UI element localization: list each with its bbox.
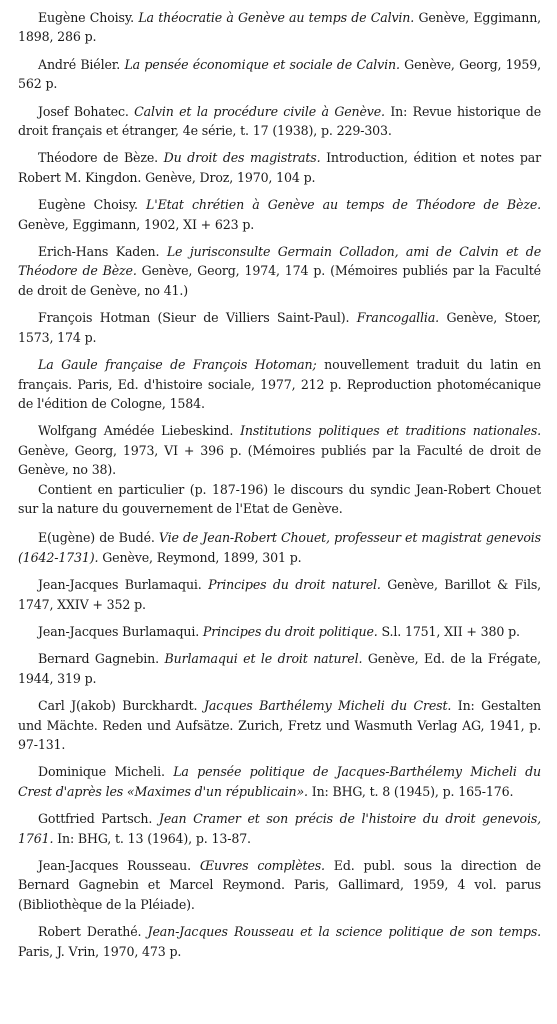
entry-details: In: BHG, t. 13 (1964), p. 13-87. — [57, 830, 251, 846]
entry-title: Principes du droit naturel. — [208, 577, 381, 593]
entry-author: Eugène Choisy. — [38, 10, 135, 25]
entry-author: Robert Derathé. — [38, 924, 142, 940]
bibliography-entry-15 — [18, 762, 541, 801]
bibliography-entry-5 — [18, 195, 541, 234]
entry-details: Introduction, édition et notes par Robert M. Kingdon. Genève, Droz, 1970, 104 p. — [18, 150, 541, 185]
entry-details: Genève, Eggimann, 1902, XI + 623 p. — [18, 216, 255, 232]
bibliography-entry-6 — [18, 242, 541, 300]
bibliography-entry-11 — [18, 575, 541, 614]
entry-title: La pensée économique et sociale de Calvin. — [124, 56, 400, 72]
entry-details: Genève, Eggimann, 1898, 286 p. — [18, 10, 542, 45]
entry-author: Jean-Jacques Burlamaqui. — [38, 623, 200, 639]
entry-title: Francogallia. — [356, 310, 440, 326]
entry-author: Jean-Jacques Burlamaqui. — [38, 577, 202, 593]
entry-author: Gottfried Partsch. — [38, 811, 153, 827]
entry-author: Carl J(akob) Burckhardt. — [38, 698, 198, 714]
entry-author: E(ugène) de Budé. — [38, 530, 155, 546]
entry-details: Ed. publ. sous la direction de Bernard Gagnebin et Marcel Reymond. Paris, Gallimard, 1959, 4 vol. parus (Bibliothèque de la Pléiade). — [18, 858, 541, 912]
entry-title: Jean Cramer et son précis de l'histoire du droit genevois, 1761. — [18, 811, 541, 846]
entry-details: Genève, Stoer, 1573, 174 p. — [18, 310, 542, 345]
bibliography-entry-7 — [18, 308, 541, 347]
entry-details: nouvellement traduit du latin en français. Paris, Ed. d'histoire sociale, 1977, 212 p. Reproduction photomécanique de l'édition de Cologne, 1584. — [18, 357, 541, 411]
entry-author: Erich-Hans Kaden. — [38, 244, 160, 260]
entry-title: Burlamaqui et le droit naturel. — [164, 651, 363, 667]
entry-title: La Gaule française de François Hotoman; — [38, 357, 317, 373]
entry-title: L'Etat chrétien à Genève au temps de Théodore de Bèze. — [146, 197, 541, 213]
entry-title: La théocratie à Genève au temps de Calvin. — [138, 10, 415, 25]
entry-title: La pensée politique de Jacques-Barthélemy Micheli du Crest d'après les «Maximes d'un républicain». — [18, 764, 541, 799]
bibliography-entry-9 — [18, 421, 541, 479]
entry-note-text: Contient en particulier (p. 187-196) le discours du syndic Jean-Robert Chouet sur la nature du gouvernement de l'Etat de Genève. — [18, 481, 541, 516]
entry-details: Genève, Georg, 1973, VI + 396 p. (Mémoires publiés par la Faculté de droit de Genève, no 38). — [18, 442, 541, 478]
entry-details: Paris, J. Vrin, 1970, 473 p. — [18, 943, 182, 959]
bibliography-entry-2 — [18, 55, 541, 94]
bibliography-entry-17 — [18, 856, 541, 914]
entry-title: Principes du droit politique. — [202, 623, 378, 639]
entry-author: Dominique Micheli. — [38, 764, 165, 780]
entry-author: Josef Bohatec. — [38, 103, 129, 119]
entry-author: Eugène Choisy. — [38, 197, 138, 213]
entry-author: Jean-Jacques Rousseau. — [38, 858, 191, 874]
bibliography-entry-8 — [18, 355, 541, 413]
entry-details: In: BHG, t. 8 (1945), p. 165-176. — [311, 783, 514, 799]
entry-title: Le jurisconsulte Germain Colladon, ami de Calvin et de Théodore de Bèze. — [18, 244, 541, 279]
entry-details: Genève, Reymond, 1899, 301 p. — [102, 549, 302, 565]
entry-title: Vie de Jean-Robert Chouet, professeur et magistrat genevois (1642-1731). — [18, 530, 541, 565]
entry-title: Calvin et la procédure civile à Genève. — [134, 103, 385, 119]
entry-title: Du droit des magistrats. — [163, 150, 321, 166]
bibliography-entry-1 — [18, 8, 541, 47]
bibliography-entry-3 — [18, 102, 541, 141]
entry-title: Jacques Barthélemy Micheli du Crest. — [203, 698, 452, 714]
entry-author: François Hotman (Sieur de Villiers Saint-Paul). — [38, 310, 350, 326]
bibliography-note — [18, 480, 541, 519]
entry-title: Jean-Jacques Rousseau et la science politique de son temps. — [147, 924, 541, 940]
bibliography-entry-14 — [18, 696, 541, 754]
entry-title: Œuvres complètes. — [199, 858, 325, 874]
entry-details: Genève, Georg, 1974, 174 p. (Mémoires publiés par la Faculté de droit de Genève, no 41.) — [18, 263, 541, 298]
entry-details: Genève, Ed. de la Frégate, 1944, 319 p. — [18, 651, 542, 686]
entry-details: Genève, Georg, 1959, 562 p. — [18, 56, 541, 92]
entry-title: Institutions politiques et traditions nationales. — [240, 423, 542, 439]
entry-author: Théodore de Bèze. — [38, 150, 158, 166]
entry-details: Genève, Barillot & Fils, 1747, XXIV + 352 p. — [18, 577, 542, 612]
entry-details: In: Revue historique de droit français et étranger, 4e série, t. 17 (1938), p. 229-303. — [18, 103, 542, 139]
entry-author: Bernard Gagnebin. — [38, 651, 159, 667]
bibliography-entry-4 — [18, 148, 541, 187]
entry-author: André Biéler. — [38, 56, 121, 72]
bibliography-entry-18 — [18, 922, 541, 961]
bibliography-entry-16 — [18, 809, 541, 848]
bibliography-entry-10 — [18, 528, 541, 567]
bibliography-entry-13 — [18, 649, 541, 688]
bibliography-entry-12 — [18, 622, 541, 641]
entry-author: Wolfgang Amédée Liebeskind. — [38, 423, 234, 439]
entry-details: S.l. 1751, XII + 380 p. — [381, 623, 520, 639]
entry-details: In: Gestalten und Mächte. Reden und Aufsätze. Zurich, Fretz und Wasmuth Verlag AG, 1941, p. 97-131. — [18, 698, 541, 752]
